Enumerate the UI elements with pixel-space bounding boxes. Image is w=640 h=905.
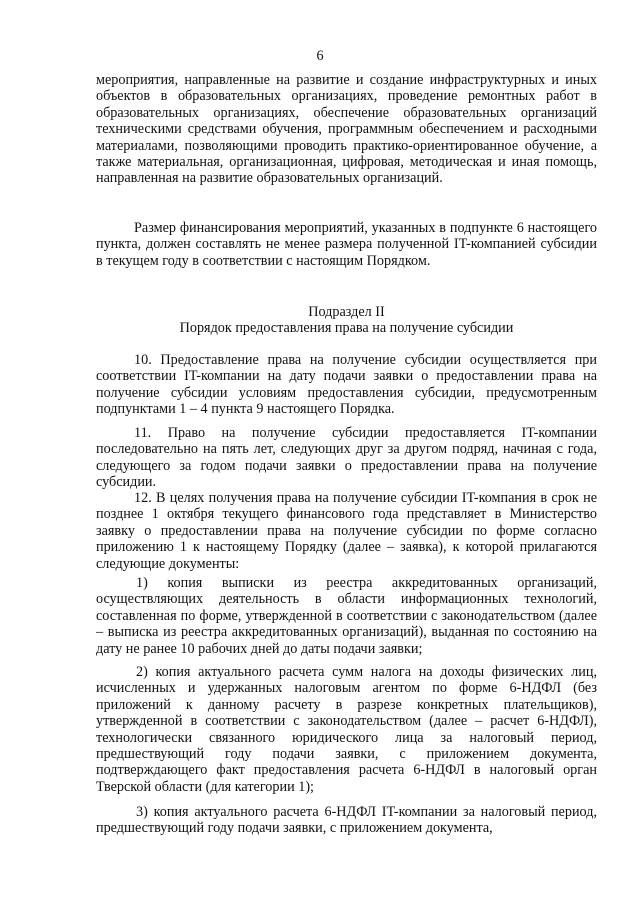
clause-11-block <box>96 425 597 491</box>
item-1-block <box>96 575 597 657</box>
clause-11: 11. Право на получение субсидии предоставляется IT-компании последовательно на пять лет, следующих друг за другом подряд, начиная с года, следующего за годом подачи заявки о предоставлении права на получение субсидии. <box>96 425 597 491</box>
item-2-block <box>96 664 597 795</box>
clause-12: 12. В целях получения права на получение субсидии IT-компания в срок не позднее 1 октября текущего финансового года представляет в Министерство заявку о предоставлении права на получение субсидии по форме согласно приложению 1 к настоящему Порядку (далее – заявка), к которой прилагаются следующие документы: <box>96 490 597 572</box>
list-item-3: 3) копия актуального расчета 6-НДФЛ IT-компании за налоговый период, предшествующий году подачи заявки, с приложением документа, <box>96 804 597 837</box>
subsection-label: Подраздел II <box>308 304 385 320</box>
intro-paragraph-block <box>96 72 597 187</box>
list-item-2: 2) копия актуального расчета сумм налога на доходы физических лиц, исчисленных и удержанных налоговым агентом по форме 6-НДФЛ (без приложений к данному расчету в разрезе конкретных плательщиков), утвержденной в соответствии с законодательством (далее – расчет 6-НДФЛ), технологически связанного юридического лица за налоговый период, предшествующий году подачи заявки, с приложением документа, подтверждающего факт предоставления расчета 6-НДФЛ в налоговый орган Тверской области (для категории 1); <box>96 664 597 795</box>
funding-paragraph-block <box>96 220 597 269</box>
item-3-block <box>96 804 597 837</box>
page-number: 6 <box>316 48 324 64</box>
list-item-1: 1) копия выписки из реестра аккредитованных организаций, осуществляющих деятельность в области информационных технологий, составленная по форме, утвержденной в соответствии с законодательством (далее – выписка из реестра аккредитованных организаций), выданная по состоянию на дату не ранее 10 рабочих дней до даты подачи заявки; <box>96 575 597 657</box>
clause-12-block <box>96 490 597 572</box>
subsection-title: Порядок предоставления права на получение субсидии <box>179 320 514 337</box>
subsection-heading <box>96 304 597 337</box>
funding-paragraph: Размер финансирования мероприятий, указанных в подпункте 6 настоящего пункта, должен составлять не менее размера полученной IT-компанией субсидии в текущем году в соответствии с настоящим Порядком. <box>96 220 597 269</box>
intro-paragraph: мероприятия, направленные на развитие и создание инфраструктурных и иных объектов в образовательных организациях, проведение ремонтных работ в образовательных организациях, обеспечение образовательных организаций техническими средствами обучения, программным обеспечением и расходными материалами, позволяющими проводить практико-ориентированное обучение, а также материальная, организационная, цифровая, методическая и иная помощь, направленная на развитие образовательных организаций. <box>96 72 597 187</box>
clause-10-block <box>96 352 597 418</box>
clause-10: 10. Предоставление права на получение субсидии осуществляется при соответствии IT-компании на дату подачи заявки о предоставлении права на получение субсидии условиям предоставления субсидии, предусмотренным подпунктами 1 – 4 пункта 9 настоящего Порядка. <box>96 352 597 418</box>
